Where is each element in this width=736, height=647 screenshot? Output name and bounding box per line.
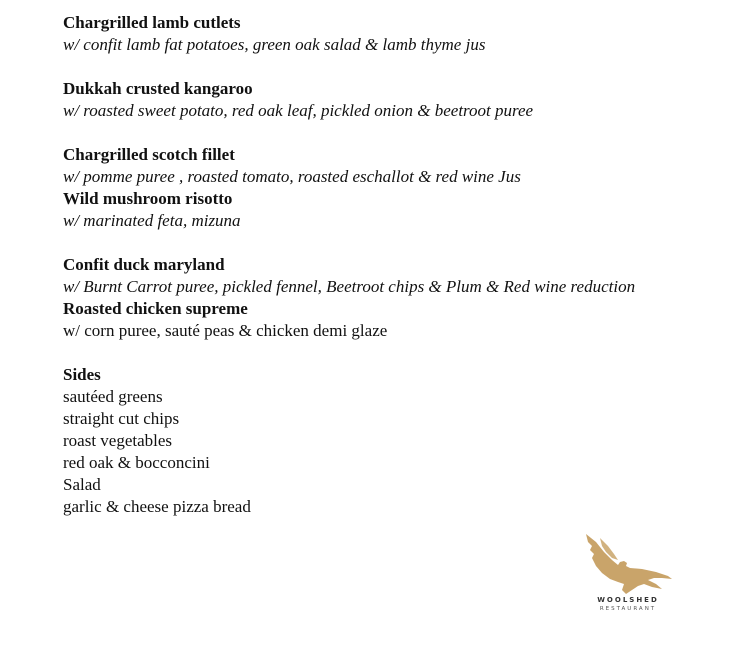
- dish-description: w/ marinated feta, mizuna: [63, 211, 241, 230]
- dish-description: w/ corn puree, sauté peas & chicken demi glaze: [63, 321, 388, 340]
- side-item: roast vegetables: [63, 431, 173, 450]
- spacer: [63, 232, 663, 254]
- side-item: sautéed greens: [63, 387, 163, 406]
- dish-scotch-fillet: [63, 144, 663, 188]
- dish-chicken-supreme: [63, 298, 663, 342]
- sides-title: Sides: [63, 365, 101, 384]
- logo-wordmark: WOOLSHED: [597, 596, 659, 604]
- dish-duck-maryland: [63, 254, 663, 298]
- side-item: garlic & cheese pizza bread: [63, 497, 251, 516]
- spacer: [63, 122, 663, 144]
- side-item: Salad: [63, 475, 101, 494]
- side-item: straight cut chips: [63, 409, 180, 428]
- spacer: [63, 56, 663, 78]
- dish-kangaroo: [63, 78, 663, 122]
- spacer: [63, 342, 663, 364]
- eagle-icon: [582, 532, 674, 596]
- logo-subtitle: RESTAURANT: [599, 606, 657, 612]
- dish-name: Chargrilled lamb cutlets: [63, 13, 241, 32]
- side-item: red oak & bocconcini: [63, 453, 210, 472]
- menu-list: [63, 12, 663, 518]
- dish-name: Dukkah crusted kangaroo: [63, 79, 253, 98]
- dish-description: w/ Burnt Carrot puree, pickled fennel, Beetroot chips & Plum & Red wine reduction: [63, 277, 636, 296]
- dish-name: Wild mushroom risotto: [63, 189, 233, 208]
- restaurant-logo: [578, 532, 678, 622]
- dish-name: Chargrilled scotch fillet: [63, 145, 235, 164]
- dish-name: Roasted chicken supreme: [63, 299, 248, 318]
- dish-description: w/ confit lamb fat potatoes, green oak salad & lamb thyme jus: [63, 35, 486, 54]
- dish-description: w/ roasted sweet potato, red oak leaf, pickled onion & beetroot puree: [63, 101, 534, 120]
- dish-mushroom-risotto: [63, 188, 663, 232]
- dish-name: Confit duck maryland: [63, 255, 225, 274]
- dish-lamb-cutlets: [63, 12, 663, 56]
- dish-description: w/ pomme puree , roasted tomato, roasted eschallot & red wine Jus: [63, 167, 521, 186]
- sides-section: [63, 364, 663, 518]
